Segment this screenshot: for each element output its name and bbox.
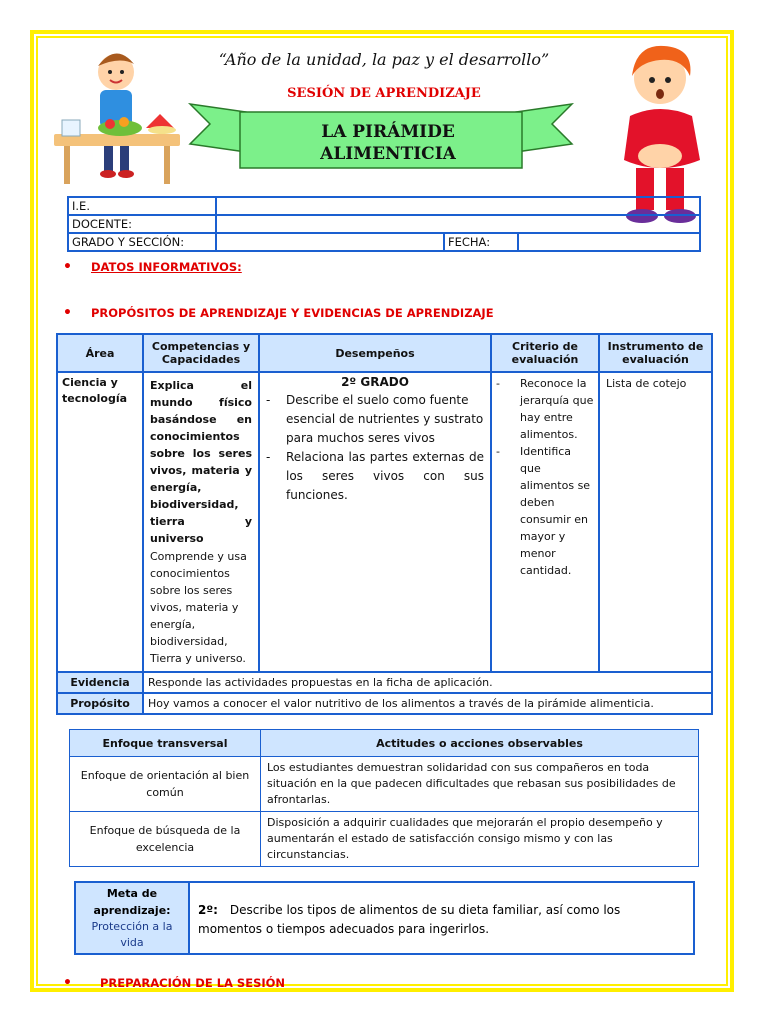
actitudes-header: Actitudes o acciones observables [261,730,699,757]
grado-label: 2º GRADO [341,375,409,389]
enfoque-table [69,729,699,867]
competencias-cell [143,372,259,672]
bullet-icon: • [63,259,72,275]
section-datos-label: DATOS INFORMATIVOS: [91,260,242,274]
docente-value[interactable] [216,215,700,233]
section-preparacion-label: PREPARACIÓN DE LA SESIÓN [100,976,286,990]
session-title [290,121,486,165]
grado-label: GRADO Y SECCIÓN: [68,233,216,251]
ie-value[interactable] [216,197,700,215]
competencia-normal: Comprende y usa conocimientos sobre los seres vivos, materia y energía, biodiversidad, Tierra y universo. [150,550,247,665]
enfoque-actitud: Los estudiantes demuestran solidaridad con sus compañeros en toda situación en la que padecen dificultades que rebasan sus posibilidades de afrontarlas. [261,757,699,812]
criterio-item: - Identifica que alimentos se deben consumir en mayor y menor cantidad. [496,443,594,579]
ie-label: I.E. [68,197,216,215]
criterio-cell [491,372,599,672]
col-area-header: Área [57,334,143,372]
criterio-item: - Reconoce la jerarquía que hay entre alimentos. [496,377,594,441]
meta-sub: Protección a la vida [91,920,173,949]
title-line-2: ALIMENTICIA [320,144,456,164]
section-propositos-label: PROPÓSITOS DE APRENDIZAJE Y EVIDENCIAS DE APRENDIZAJE [91,306,494,320]
meta-label-cell [75,882,189,954]
col-competencias-header: Competencias y Capacidades [143,334,259,372]
meta-content [189,882,694,954]
desempenos-cell [259,372,491,672]
bullet-icon: • [63,975,72,991]
proposito-label: Propósito [57,693,143,714]
purpose-table [56,333,713,715]
col-instrumento-header: Instrumento de evaluación [599,334,712,372]
fecha-label: FECHA: [444,233,518,251]
docente-label: DOCENTE: [68,215,216,233]
enfoque-name: Enfoque de búsqueda de la excelencia [70,812,261,867]
section-preparacion [63,975,286,991]
col-criterio-header: Criterio de evaluación [491,334,599,372]
grado-value[interactable] [216,233,444,251]
meta-grado: 2º: [198,903,218,917]
school-year-motto: “Año de la unidad, la paz y el desarrollo” [218,50,550,69]
desempeno-text: Describe el suelo como fuente esencial de nutrientes y sustrato para muchos seres vivos [286,393,484,445]
meta-table [74,881,695,955]
area-cell: Ciencia y tecnología [57,372,143,672]
enfoque-actitud: Disposición a adquirir cualidades que mejorarán el propio desempeño y aumentarán el estado de satisfacción consigo mismo y con las circunstancias. [261,812,699,867]
info-table [67,196,701,252]
instrumento-cell: Lista de cotejo [599,372,712,672]
competencia-bold: Explica el mundo físico basándose en conocimientos sobre los seres vivos, materia y energía, biodiversidad, tierra y universo [150,379,252,545]
desempeno-item: - Describe el suelo como fuente esencial de nutrientes y sustrato para muchos seres vivos [266,391,484,448]
enfoque-header: Enfoque transversal [70,730,261,757]
session-label: SESIÓN DE APRENDIZAJE [287,86,481,101]
desempeno-text: Relaciona las partes externas de los seres vivos con sus funciones. [286,450,484,502]
bullet-icon: • [63,305,72,321]
col-desempenos-header: Desempeños [259,334,491,372]
proposito-value: Hoy vamos a conocer el valor nutritivo de los alimentos a través de la pirámide alimenticia. [143,693,712,714]
evidencia-value: Responde las actividades propuestas en la ficha de aplicación. [143,672,712,693]
criterio-text: Reconoce la jerarquía que hay entre alimentos. [520,377,594,441]
desempeno-item: - Relaciona las partes externas de los seres vivos con sus funciones. [266,448,484,505]
enfoque-name: Enfoque de orientación al bien común [70,757,261,812]
meta-text: Describe los tipos de alimentos de su dieta familiar, así como los momentos o tiempos adecuados para ingerirlos. [198,903,621,936]
section-datos [63,259,242,275]
section-propositos [63,305,494,321]
evidencia-label: Evidencia [57,672,143,693]
meta-label: Meta de aprendizaje: [93,887,171,917]
fecha-value[interactable] [518,233,700,251]
title-line-1: LA PIRÁMIDE [321,122,455,142]
criterio-text: Identifica que alimentos se deben consumir en mayor y menor cantidad. [520,445,591,577]
